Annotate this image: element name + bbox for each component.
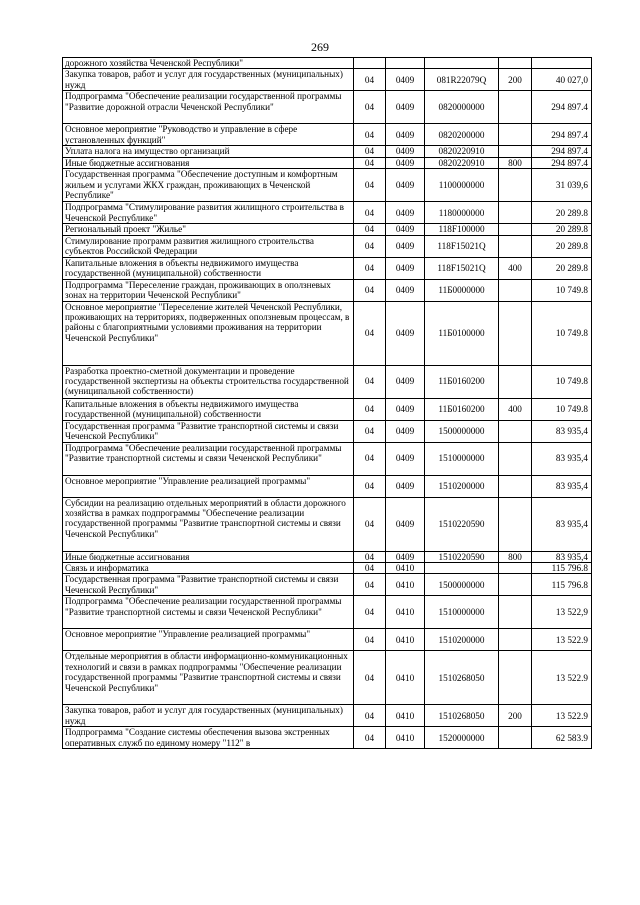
row-target-article: 118F15021Q — [425, 235, 499, 257]
table-row — [63, 442, 592, 475]
row-section: 04 — [354, 705, 386, 727]
table-row — [63, 629, 592, 651]
row-subsection: 0410 — [386, 651, 425, 705]
row-subsection: 0409 — [386, 279, 425, 301]
row-section: 04 — [354, 727, 386, 749]
row-expense-type — [499, 727, 532, 749]
row-section: 04 — [354, 442, 386, 475]
row-name: дорожного хозяйства Чеченской Республики" — [63, 58, 354, 69]
table-row — [63, 398, 592, 420]
row-expense-type — [499, 651, 532, 705]
table-row — [63, 279, 592, 301]
table-row — [63, 596, 592, 629]
row-expense-type — [499, 224, 532, 235]
table-row — [63, 727, 592, 749]
row-name: Основное мероприятие "Руководство и управление в сфере установленных функций" — [63, 124, 354, 146]
row-subsection: 0409 — [386, 442, 425, 475]
page-number: 269 — [311, 40, 329, 54]
row-expense-type: 400 — [499, 398, 532, 420]
table-row — [63, 169, 592, 202]
row-expense-type — [499, 442, 532, 475]
row-section: 04 — [354, 629, 386, 651]
table-row — [63, 563, 592, 574]
row-expense-type — [499, 58, 532, 69]
row-name: Государственная программа "Развитие транспортной системы и связи Чеченской Республики" — [63, 420, 354, 442]
row-name: Иные бюджетные ассигнования — [63, 551, 354, 562]
table-row — [63, 257, 592, 279]
row-amount: 83 935,4 — [532, 497, 592, 551]
row-amount: 83 935,4 — [532, 420, 592, 442]
table-row — [63, 574, 592, 596]
row-name: Основное мероприятие "Управление реализацией программы" — [63, 629, 354, 651]
row-subsection: 0410 — [386, 563, 425, 574]
row-section: 04 — [354, 235, 386, 257]
row-expense-type — [499, 563, 532, 574]
row-subsection: 0409 — [386, 146, 425, 157]
row-amount: 294 897.4 — [532, 124, 592, 146]
row-subsection: 0409 — [386, 551, 425, 562]
row-target-article: 1510220590 — [425, 497, 499, 551]
row-expense-type: 800 — [499, 551, 532, 562]
row-section — [354, 58, 386, 69]
table-row — [63, 69, 592, 91]
row-section: 04 — [354, 475, 386, 497]
row-subsection: 0409 — [386, 301, 425, 365]
row-amount: 20 289.8 — [532, 257, 592, 279]
row-name: Закупка товаров, работ и услуг для государственных (муниципальных) нужд — [63, 69, 354, 91]
table-row — [63, 146, 592, 157]
row-subsection: 0409 — [386, 224, 425, 235]
row-expense-type — [499, 169, 532, 202]
row-amount: 115 796.8 — [532, 563, 592, 574]
row-section: 04 — [354, 224, 386, 235]
table-row — [63, 651, 592, 705]
row-subsection: 0409 — [386, 420, 425, 442]
row-target-article: 1510220590 — [425, 551, 499, 562]
row-amount: 294 897.4 — [532, 91, 592, 124]
row-name: Подпрограмма "Обеспечение реализации государственной программы "Развитие дорожной отрасли Чеченской Республики" — [63, 91, 354, 124]
row-name: Субсидии на реализацию отдельных мероприятий в области дорожного хозяйства в рамках подпрограммы "Обеспечение реализации государственной программы "Развитие транспортной системы и связи Чеченской Республики" — [63, 497, 354, 551]
row-amount — [532, 58, 592, 69]
row-expense-type — [499, 235, 532, 257]
row-expense-type — [499, 574, 532, 596]
row-expense-type — [499, 475, 532, 497]
row-section: 04 — [354, 420, 386, 442]
table-row — [63, 58, 592, 69]
row-subsection: 0409 — [386, 157, 425, 168]
row-expense-type: 800 — [499, 157, 532, 168]
row-name: Государственная программа "Обеспечение доступным и комфортным жильем и услугами ЖКХ граждан, проживающих в Чеченской Республике" — [63, 169, 354, 202]
row-target-article: 0820220910 — [425, 146, 499, 157]
row-target-article: 1180000000 — [425, 202, 499, 224]
table-row — [63, 235, 592, 257]
table-row — [63, 301, 592, 365]
row-section: 04 — [354, 91, 386, 124]
row-expense-type — [499, 124, 532, 146]
row-amount: 10 749.8 — [532, 398, 592, 420]
row-name: Подпрограмма "Обеспечение реализации государственной программы "Развитие транспортной системы и связи Чеченской Республики" — [63, 442, 354, 475]
row-expense-type — [499, 629, 532, 651]
row-target-article: 118F15021Q — [425, 257, 499, 279]
row-expense-type — [499, 365, 532, 398]
row-subsection: 0410 — [386, 727, 425, 749]
row-section: 04 — [354, 301, 386, 365]
row-amount: 294 897.4 — [532, 157, 592, 168]
row-section: 04 — [354, 146, 386, 157]
row-subsection — [386, 58, 425, 69]
row-section: 04 — [354, 257, 386, 279]
table-row — [63, 157, 592, 168]
row-name: Подпрограмма "Стимулирование развития жилищного строительства в Чеченской Республике" — [63, 202, 354, 224]
table-row — [63, 705, 592, 727]
row-name: Стимулирование программ развития жилищного строительства субъектов Российской Федерации — [63, 235, 354, 257]
row-amount: 20 289.8 — [532, 235, 592, 257]
row-name: Закупка товаров, работ и услуг для государственных (муниципальных) нужд — [63, 705, 354, 727]
row-subsection: 0409 — [386, 235, 425, 257]
row-expense-type — [499, 146, 532, 157]
row-subsection: 0409 — [386, 69, 425, 91]
row-amount: 13 522.9 — [532, 651, 592, 705]
row-name: Основное мероприятие "Переселение жителей Чеченской Республики, проживающих на территориях, подверженных оползневым процессам, в районы с благоприятными условиями проживания на территории Чеченской Республики" — [63, 301, 354, 365]
row-section: 04 — [354, 574, 386, 596]
row-section: 04 — [354, 202, 386, 224]
row-expense-type: 200 — [499, 69, 532, 91]
row-target-article — [425, 58, 499, 69]
row-name: Разработка проектно-сметной документации и проведение государственной экспертизы на объекты строительства государственной (муниципальной собственности) — [63, 365, 354, 398]
row-target-article: 1500000000 — [425, 574, 499, 596]
row-target-article: 11Б0160200 — [425, 365, 499, 398]
row-name: Подпрограмма "Обеспечение реализации государственной программы "Развитие транспортной системы и связи Чеченской Республики" — [63, 596, 354, 629]
row-amount: 10 749.8 — [532, 279, 592, 301]
row-name: Иные бюджетные ассигнования — [63, 157, 354, 168]
row-name: Отдельные мероприятия в области информационно-коммуникационных технологий и связи в рамках подпрограммы "Обеспечение реализации государственной программы "Развитие транспортной системы и связи Чеченской Республики" — [63, 651, 354, 705]
row-target-article: 081R22079Q — [425, 69, 499, 91]
row-name: Основное мероприятие "Управление реализацией программы" — [63, 475, 354, 497]
row-subsection: 0410 — [386, 629, 425, 651]
row-target-article: 11Б0160200 — [425, 398, 499, 420]
row-expense-type — [499, 279, 532, 301]
row-subsection: 0409 — [386, 124, 425, 146]
row-amount: 13 522.9 — [532, 629, 592, 651]
row-section: 04 — [354, 124, 386, 146]
row-name: Государственная программа "Развитие транспортной системы и связи Чеченской Республики" — [63, 574, 354, 596]
row-section: 04 — [354, 157, 386, 168]
row-target-article: 1500000000 — [425, 420, 499, 442]
table-row — [63, 202, 592, 224]
budget-table — [62, 57, 592, 749]
row-subsection: 0409 — [386, 257, 425, 279]
table-row — [63, 420, 592, 442]
row-target-article — [425, 563, 499, 574]
row-target-article: 1510200000 — [425, 629, 499, 651]
row-target-article: 1520000000 — [425, 727, 499, 749]
table-row — [63, 91, 592, 124]
row-subsection: 0410 — [386, 705, 425, 727]
row-subsection: 0410 — [386, 574, 425, 596]
row-amount: 83 935,4 — [532, 442, 592, 475]
row-amount: 13 522,9 — [532, 596, 592, 629]
row-subsection: 0410 — [386, 596, 425, 629]
row-expense-type — [499, 596, 532, 629]
row-subsection: 0409 — [386, 497, 425, 551]
row-subsection: 0409 — [386, 202, 425, 224]
row-section: 04 — [354, 651, 386, 705]
row-subsection: 0409 — [386, 365, 425, 398]
row-subsection: 0409 — [386, 398, 425, 420]
row-expense-type — [499, 420, 532, 442]
row-section: 04 — [354, 279, 386, 301]
row-amount: 83 935,4 — [532, 475, 592, 497]
row-amount: 20 289.8 — [532, 224, 592, 235]
row-target-article: 1510000000 — [425, 442, 499, 475]
row-target-article: 118F100000 — [425, 224, 499, 235]
row-target-article: 1510000000 — [425, 596, 499, 629]
row-amount: 13 522.9 — [532, 705, 592, 727]
row-section: 04 — [354, 497, 386, 551]
row-section: 04 — [354, 596, 386, 629]
row-target-article: 11Б0100000 — [425, 301, 499, 365]
row-amount: 10 749.8 — [532, 301, 592, 365]
row-section: 04 — [354, 69, 386, 91]
row-subsection: 0409 — [386, 169, 425, 202]
row-target-article: 1510268050 — [425, 705, 499, 727]
table-row — [63, 551, 592, 562]
row-name: Капитальные вложения в объекты недвижимого имущества государственной (муниципальной) собственности — [63, 398, 354, 420]
row-expense-type: 400 — [499, 257, 532, 279]
row-name: Региональный проект "Жилье" — [63, 224, 354, 235]
row-target-article: 0820200000 — [425, 124, 499, 146]
row-target-article: 1510200000 — [425, 475, 499, 497]
row-name: Подпрограмма "Создание системы обеспечения вызова экстренных оперативных служб по единому номеру "112" в — [63, 727, 354, 749]
row-target-article: 11Б0000000 — [425, 279, 499, 301]
row-target-article: 0820000000 — [425, 91, 499, 124]
row-name: Капитальные вложения в объекты недвижимого имущества государственной (муниципальной) собственности — [63, 257, 354, 279]
row-expense-type: 200 — [499, 705, 532, 727]
row-amount: 10 749.8 — [532, 365, 592, 398]
row-target-article: 1510268050 — [425, 651, 499, 705]
row-amount: 20 289.8 — [532, 202, 592, 224]
table-row — [63, 365, 592, 398]
row-target-article: 0820220910 — [425, 157, 499, 168]
row-amount: 294 897.4 — [532, 146, 592, 157]
row-amount: 31 039,6 — [532, 169, 592, 202]
row-section: 04 — [354, 551, 386, 562]
row-amount: 83 935,4 — [532, 551, 592, 562]
row-expense-type — [499, 497, 532, 551]
row-expense-type — [499, 91, 532, 124]
row-expense-type — [499, 301, 532, 365]
row-subsection: 0409 — [386, 475, 425, 497]
row-section: 04 — [354, 398, 386, 420]
row-amount: 40 027,0 — [532, 69, 592, 91]
row-amount: 62 583.9 — [532, 727, 592, 749]
row-name: Уплата налога на имущество организаций — [63, 146, 354, 157]
table-row — [63, 124, 592, 146]
row-subsection: 0409 — [386, 91, 425, 124]
row-section: 04 — [354, 563, 386, 574]
budget-table-body — [63, 58, 592, 749]
table-row — [63, 497, 592, 551]
row-name: Связь и информатика — [63, 563, 354, 574]
row-amount: 115 796.8 — [532, 574, 592, 596]
row-target-article: 1100000000 — [425, 169, 499, 202]
row-section: 04 — [354, 169, 386, 202]
row-name: Подпрограмма "Переселение граждан, проживающих в оползневых зонах на территории Чеченской Республики" — [63, 279, 354, 301]
table-row — [63, 475, 592, 497]
row-section: 04 — [354, 365, 386, 398]
row-expense-type — [499, 202, 532, 224]
table-row — [63, 224, 592, 235]
